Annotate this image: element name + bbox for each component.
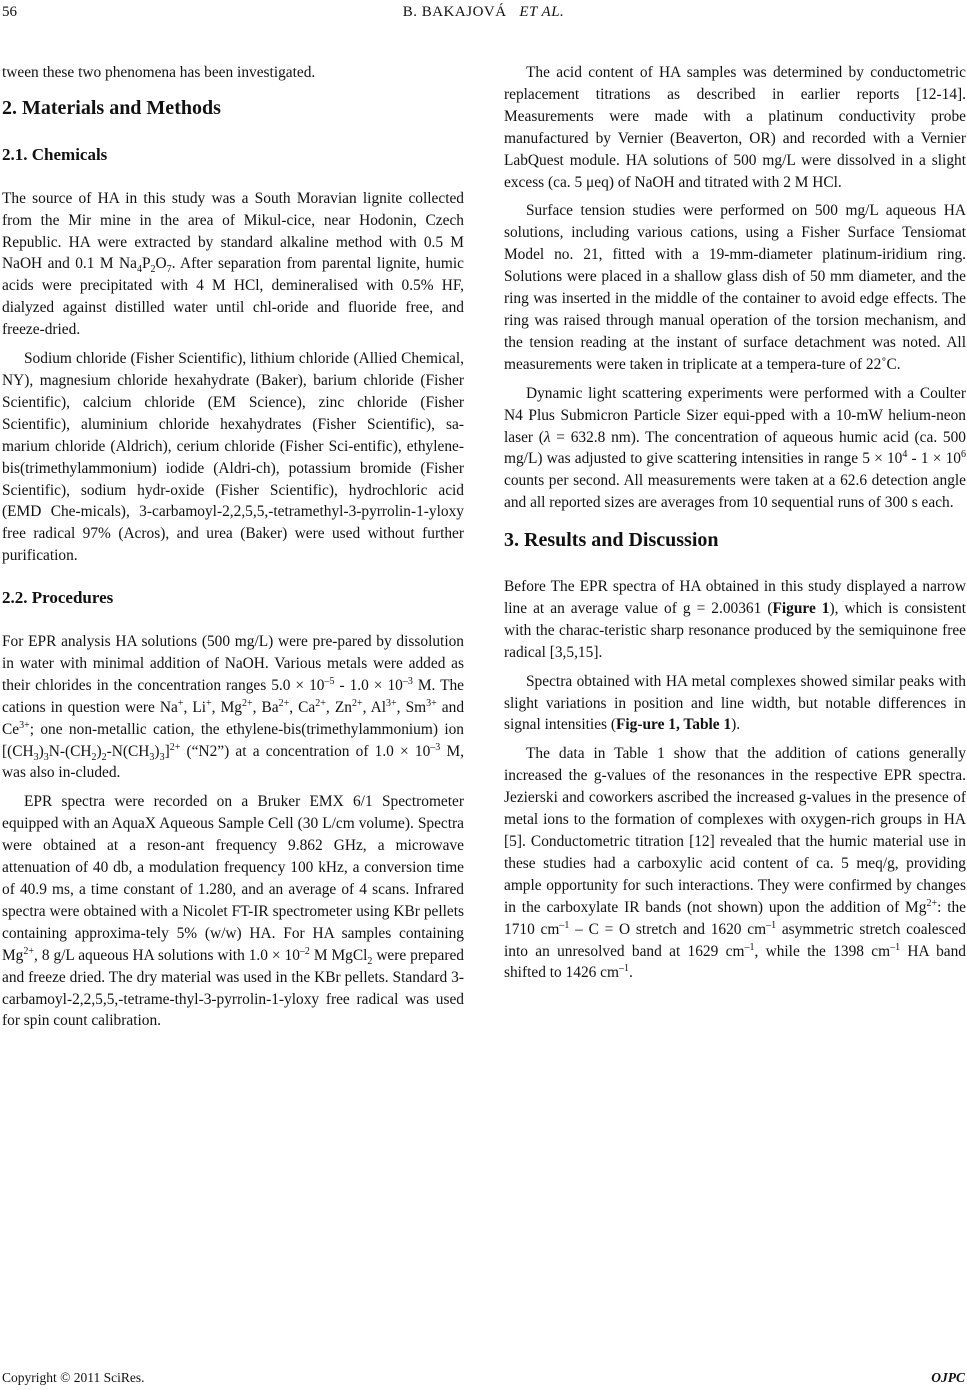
subscript: 2 bbox=[367, 955, 373, 967]
superscript: –1 bbox=[559, 919, 570, 931]
journal-abbreviation: OJPC bbox=[931, 1370, 965, 1385]
subscript: 3 bbox=[149, 751, 155, 763]
subscript: 3 bbox=[33, 751, 39, 763]
subscript: 7 bbox=[166, 264, 172, 276]
text-span: M MgCl bbox=[309, 946, 368, 964]
superscript: 2+ bbox=[241, 697, 253, 709]
text-span: -N(CH bbox=[106, 742, 150, 760]
subsection-heading-procedures: 2.2. Procedures bbox=[2, 588, 114, 608]
superscript: –1 bbox=[744, 941, 755, 953]
superscript: –3 bbox=[402, 675, 413, 687]
text-span: P bbox=[141, 255, 151, 273]
text-span: ] bbox=[164, 742, 170, 760]
text-span: M. The cations in question were Na bbox=[2, 676, 465, 716]
text-span: , 8 g/L aqueous HA solutions with 1.0 × 10 bbox=[34, 946, 300, 964]
superscript: 2+ bbox=[169, 741, 181, 753]
running-head-authors: B. BAKAJOVÁ bbox=[402, 4, 507, 20]
paragraph-epr-results bbox=[504, 576, 966, 664]
paragraph-table1-discussion bbox=[504, 743, 966, 984]
text-span: The data in Table 1 show that the addition of cations generally increased the g-values of the resonances in the respective EPR spectra. Jezierski and coworkers ascribed the increased g-values in the presence of metal ions to the formation of complexes with oxygen-rich groups in HA [5]. Conductometric titration [12] revealed that the humic material use in these studies had a carboxylic acid content of ca. 5 meq/g, providing ample opportunity for such interactions. They were confirmed by changes in the carboxylate IR bands (not shown) upon the addition of Mg bbox=[504, 745, 966, 916]
subscript: 3 bbox=[43, 751, 49, 763]
superscript: 6 bbox=[961, 449, 966, 461]
superscript: + bbox=[206, 697, 212, 709]
paragraph-reagents: Sodium chloride (Fisher Scientific), lithium chloride (Allied Chemical, NY), magnesium chloride hexahydrate (Baker), barium chloride (Fisher Scientific), calcium chloride (EM Science), zinc chloride (Fisher Scientific), aluminium chloride hexahydrates (Fisher Scientific), sa-marium chloride (Aldrich), cerium chloride (Fisher Sci-entific), ethylene-bis(trimethylammonium) iodide (Aldri-ch), potassium bromide (Fisher Scientific), sodium hydr-oxide (Fisher Scientific), hydrochloric acid (EMD Che-micals), 3-carbamoyl-2,2,5,5,-tetramethyl-3-pyrrolin-1-yloxy free radical 97% (Acros), and urea (Baker) were used without further purification. bbox=[2, 350, 464, 565]
paragraph-metal-complexes bbox=[504, 671, 966, 737]
right-column bbox=[504, 62, 966, 991]
superscript: 3+ bbox=[19, 719, 30, 731]
text-span: ), which is consistent with the charac-teristic sharp resonance produced by the semiquinone free radical [3,5,15]. bbox=[504, 599, 967, 661]
superscript: 2+ bbox=[926, 897, 938, 909]
text-span: Dynamic light scattering experiments were performed with a Coulter N4 Plus Submicron Particle Sizer equi-pped with a 10-mW helium-neon laser ( bbox=[504, 384, 966, 446]
text-span: , Sm bbox=[396, 698, 427, 716]
text-span: , while the 1398 cm bbox=[754, 942, 891, 960]
text-span: : the 1710 cm bbox=[504, 898, 966, 938]
superscript: 2+ bbox=[351, 697, 363, 709]
paragraph-epr-spectra bbox=[2, 791, 464, 1032]
paragraph-surface-tension: Surface tension studies were performed on 500 mg/L aqueous HA solutions, including various cations, using a Fisher Surface Tensiomat Model no. 21, fitted with a 19-mm-diameter platinum-iridium ring. Solutions were placed in a shallow glass dish of 50 mm diameter, and the ring was inserted in the middle of the container to avoid edge effects. The ring was raised through manual operation of the torsion mechanism, and the tension reading at the instant of surface detachment was noted. All measurements were taken in triplicate at a tempera-ture of 22˚C. bbox=[504, 202, 966, 373]
figure-ref: Figure 1 bbox=[772, 599, 830, 617]
text-span: . After separation from parental lignite, humic acids were precipitated with 4 M HCl, demineralised with 0.5% HF, dialyzed against distilled water until chl-oride and fluoride free, and freeze-dried. bbox=[2, 255, 464, 339]
text-span: ) bbox=[154, 742, 160, 760]
text-span: ) bbox=[96, 742, 102, 760]
superscript: 3+ bbox=[426, 697, 437, 709]
subscript: 2 bbox=[150, 264, 156, 276]
text-span: HA band shifted to 1426 cm bbox=[504, 942, 966, 982]
text-span: counts per second. All measurements were taken at a 62.6 detection angle and all reported sizes are averages from 10 sequential runs of 300 s each. bbox=[504, 472, 966, 512]
text-span: M, was also in-cluded. bbox=[2, 742, 464, 782]
section-heading-results: 3. Results and Discussion bbox=[504, 529, 719, 552]
intro-tail-paragraph: tween these two phenomena has been investigated. bbox=[2, 64, 316, 81]
subsection-heading-chemicals: 2.1. Chemicals bbox=[2, 144, 108, 164]
subscript: 2 bbox=[101, 751, 107, 763]
page-number: 56 bbox=[2, 4, 17, 20]
superscript: 2+ bbox=[315, 697, 326, 709]
lambda-symbol: λ bbox=[543, 428, 551, 446]
subscript: 4 bbox=[136, 264, 142, 276]
text-span: asymmetric stretch coalesced into an unresolved band at 1629 cm bbox=[504, 920, 966, 960]
text-span: ; one non-metallic cation, the ethylene-bis(trimethylammonium) ion [(CH bbox=[2, 720, 464, 760]
paragraph-acid-content: The acid content of HA samples was determined by conductometric replacement titrations as described in earlier reports [12-14]. Measurements were made with a platinum conductivity probe manufactured by Vernier (Beaverton, OR) and recorded with a Vernier LabQuest module. HA solutions of 500 mg/L were dissolved in a slight excess (ca. 5 μeq) of NaOH and titrated with 2 M HCl. bbox=[504, 64, 966, 191]
text-span: - 1.0 × 10 bbox=[334, 676, 403, 694]
text-span: , Mg bbox=[211, 698, 242, 716]
superscript: 4 bbox=[902, 449, 908, 461]
text-span: , Li bbox=[183, 698, 207, 716]
copyright-notice: Copyright © 2011 SciRes. bbox=[2, 1370, 145, 1385]
paragraph-epr-analysis bbox=[2, 631, 464, 784]
text-span: The source of HA in this study was a South Moravian lignite collected from the Mir mine in the area of Mikul-cice, near Hodonin, Czech Republic. HA were extracted by standard alkaline method with 0.5 M NaOH and 0.1 M Na bbox=[2, 189, 464, 273]
text-span: , Ba bbox=[252, 698, 279, 716]
text-span: ). bbox=[731, 716, 741, 734]
superscript: 2+ bbox=[278, 697, 290, 709]
text-span: – C = O stretch and 1620 cm bbox=[569, 920, 767, 938]
subscript: 2 bbox=[91, 751, 97, 763]
text-span: (“N2”) at a concentration of 1.0 × 10 bbox=[180, 742, 431, 760]
paragraph-light-scattering bbox=[504, 383, 966, 514]
superscript: 3+ bbox=[386, 697, 397, 709]
paragraph-ha-source bbox=[2, 188, 464, 341]
text-span: were prepared and freeze dried. The dry material was used in the KBr pellets. Standard 3-carbamoyl-2,2,5,5,-tetrame-thyl-3-pyrrolin-1-yloxy free radical was used for spin count calibration. bbox=[2, 946, 464, 1030]
superscript: –5 bbox=[324, 675, 335, 687]
superscript: + bbox=[177, 697, 184, 709]
subscript: 3 bbox=[159, 751, 165, 763]
text-span: ) bbox=[38, 742, 44, 760]
text-span: Spectra obtained with HA metal complexes showed similar peaks with slight variations in position and line width, but notable differences in signal intensities ( bbox=[504, 672, 966, 734]
figure-table-ref: Fig-ure 1, Table 1 bbox=[616, 716, 732, 734]
superscript: –1 bbox=[766, 919, 777, 931]
section-heading-methods: 2. Materials and Methods bbox=[2, 96, 221, 119]
text-span: = 632.8 nm). The concentration of aqueous humic acid (ca. 500 mg/L) was adjusted to give scattering intensities in range 5 × 10 bbox=[504, 428, 966, 468]
left-column bbox=[2, 62, 464, 1039]
text-span: EPR spectra were recorded on a Bruker EMX 6/1 Spectrometer equipped with an AquaX Aqueous Sample Cell (30 L/cm volume). Spectra were obtained at a reson-ant frequency 9.862 GHz, a microwave attenuation of 40 db, a modulation frequency 100 kHz, a conversion time of 40.9 ms, a time constant of 1.280, and an average of 4 scans. Infrared spectra were obtained with a Nicolet FT-IR spectrometer using KBr pellets containing approxima-tely 5% (w/w) HA. For HA samples containing Mg bbox=[2, 793, 464, 964]
running-head-etal: ET AL. bbox=[519, 4, 565, 20]
superscript: –2 bbox=[299, 945, 310, 957]
superscript: –1 bbox=[619, 963, 629, 975]
text-span: , Zn bbox=[325, 698, 352, 716]
running-head bbox=[0, 4, 967, 21]
text-span: N-(CH bbox=[48, 742, 92, 760]
text-span: For EPR analysis HA solutions (500 mg/L) were pre-pared by dissolution in water with minimal addition of NaOH. Various metals were added as their chlorides in the concentration ranges 5.0 × 10 bbox=[2, 633, 464, 694]
text-span: , Al bbox=[362, 698, 387, 716]
text-span: , Ca bbox=[289, 698, 316, 716]
page-header bbox=[0, 4, 967, 28]
text-span: - 1 × 10 bbox=[907, 450, 961, 468]
text-span: and Ce bbox=[2, 698, 465, 738]
superscript: –3 bbox=[430, 741, 441, 753]
superscript: 2+ bbox=[23, 945, 35, 957]
text-span: . bbox=[629, 964, 633, 982]
text-span: O bbox=[155, 255, 167, 273]
superscript: –1 bbox=[890, 941, 901, 953]
text-span: Before The EPR spectra of HA obtained in this study displayed a narrow line at an average value of g = 2.00361 ( bbox=[504, 578, 966, 617]
